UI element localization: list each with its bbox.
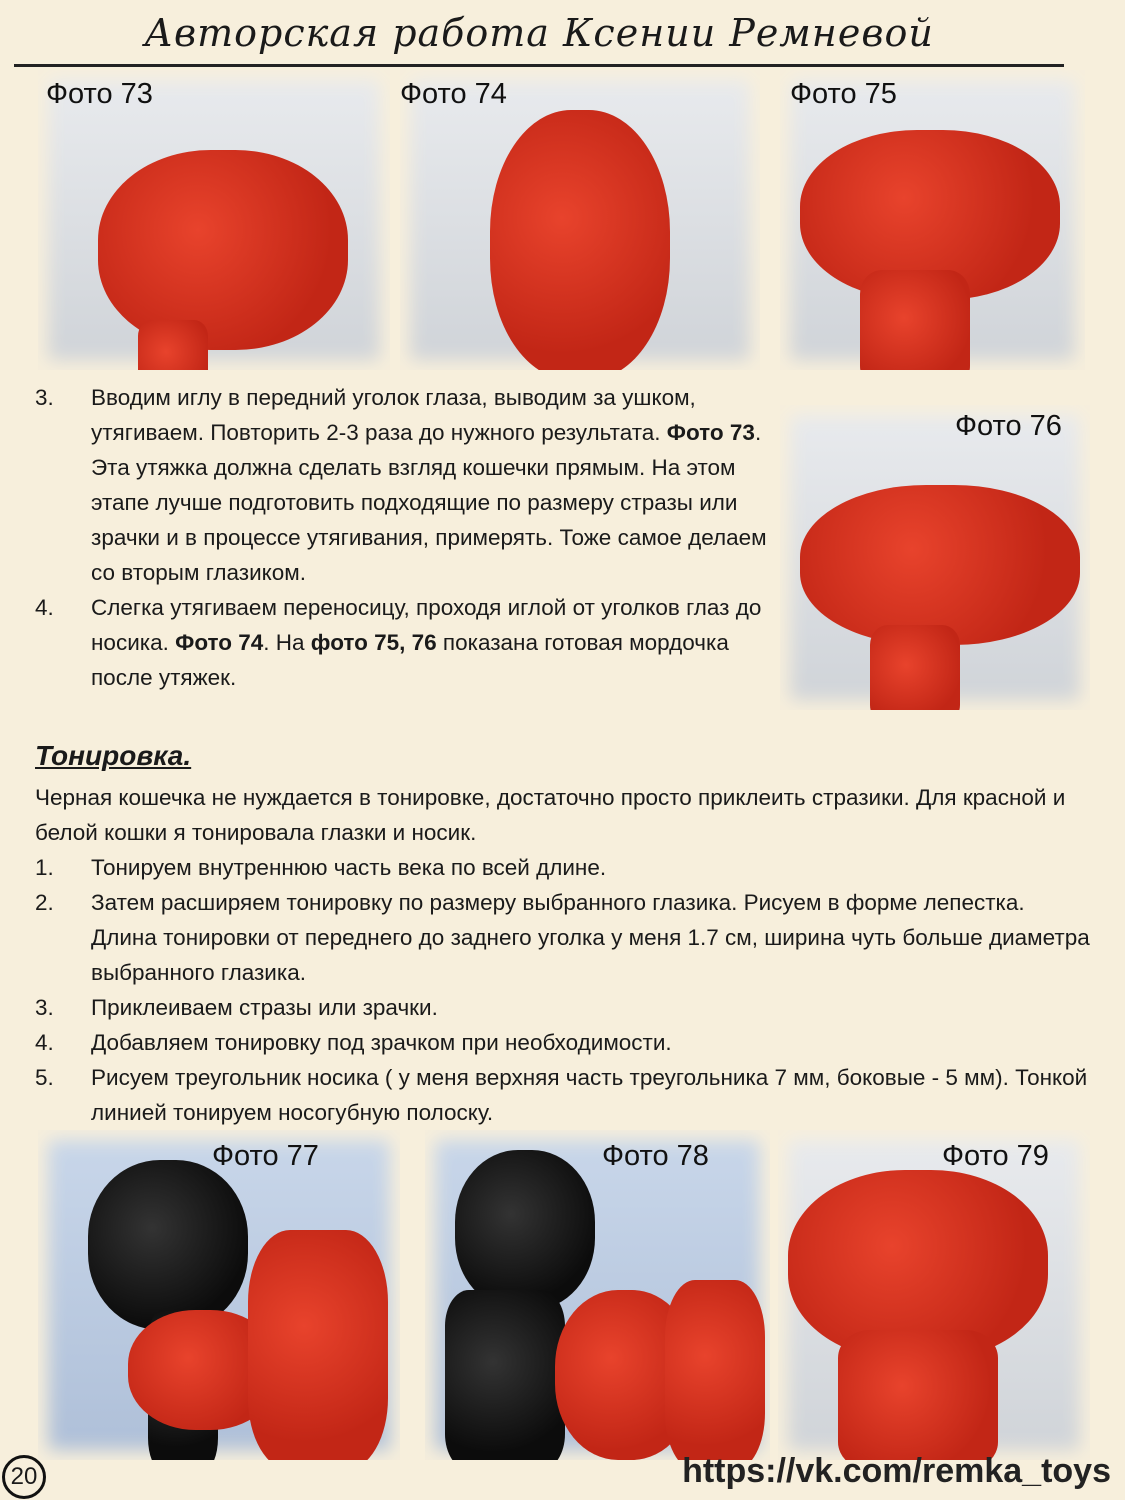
toning-section <box>35 780 1090 1130</box>
photo-78 <box>425 1130 770 1460</box>
steps-top <box>35 380 780 695</box>
step-3: 3. Вводим иглу в передний уголок глаза, выводим за ушком, утягиваем. Повторить 2-3 раза до нужного результата. Фото 73. Эта утяжка должна сделать взгляд кошечки прямым. На этом этапе лучше подготовить подходящие по размеру стразы или зрачки и в процессе утягивания, примерять. Тоже самое делаем со вторым глазиком. <box>35 385 767 585</box>
page-number: 20 <box>2 1455 46 1499</box>
photo-77 <box>38 1130 400 1460</box>
toning-step: 1. Тонируем внутреннюю часть века по всей длине. <box>35 855 607 880</box>
photo-76 <box>780 405 1090 710</box>
step-4: 4. Слегка утягиваем переносицу, проходя иглой от уголков глаз до носика. Фото 74. На фото 75, 76 показана готовая мордочка после утяжек. <box>35 595 762 690</box>
photo-74-label: Фото 74 <box>400 78 507 110</box>
photo-79-label: Фото 79 <box>942 1140 1049 1172</box>
photo-75 <box>780 70 1085 370</box>
photo-76-label: Фото 76 <box>955 410 1062 442</box>
toning-step: 4. Добавляем тонировку под зрачком при необходимости. <box>35 1030 672 1055</box>
toning-step: 2. Затем расширяем тонировку по размеру выбранного глазика. Рисуем в форме лепестка. Длина тонировки от переднего до заднего уголка у меня 1.7 см, ширина чуть больше диаметра выбранного глазика. <box>35 890 1090 985</box>
photo-73-label: Фото 73 <box>46 78 153 110</box>
photo-73 <box>38 70 390 370</box>
photo-74 <box>400 70 760 370</box>
toning-step: 5. Рисуем треугольник носика ( у меня верхняя часть треугольника 7 мм, боковые - 5 мм). Тонкой линией тонируем носогубную полоску. <box>35 1065 1088 1125</box>
footer-url[interactable]: https://vk.com/remka_toys <box>682 1452 1111 1490</box>
photo-78-label: Фото 78 <box>602 1140 709 1172</box>
toning-step: 3. Приклеиваем стразы или зрачки. <box>35 995 438 1020</box>
page-header-title: Авторская работа Ксении Ремневой <box>14 4 1064 67</box>
toning-intro: Черная кошечка не нуждается в тонировке, достаточно просто приклеить стразики. Для красной и белой кошки я тонировала глазки и носик. <box>35 785 1066 845</box>
photo-77-label: Фото 77 <box>212 1140 319 1172</box>
toning-heading: Тонировка. <box>35 740 192 771</box>
photo-75-label: Фото 75 <box>790 78 897 110</box>
photo-79 <box>778 1130 1090 1460</box>
